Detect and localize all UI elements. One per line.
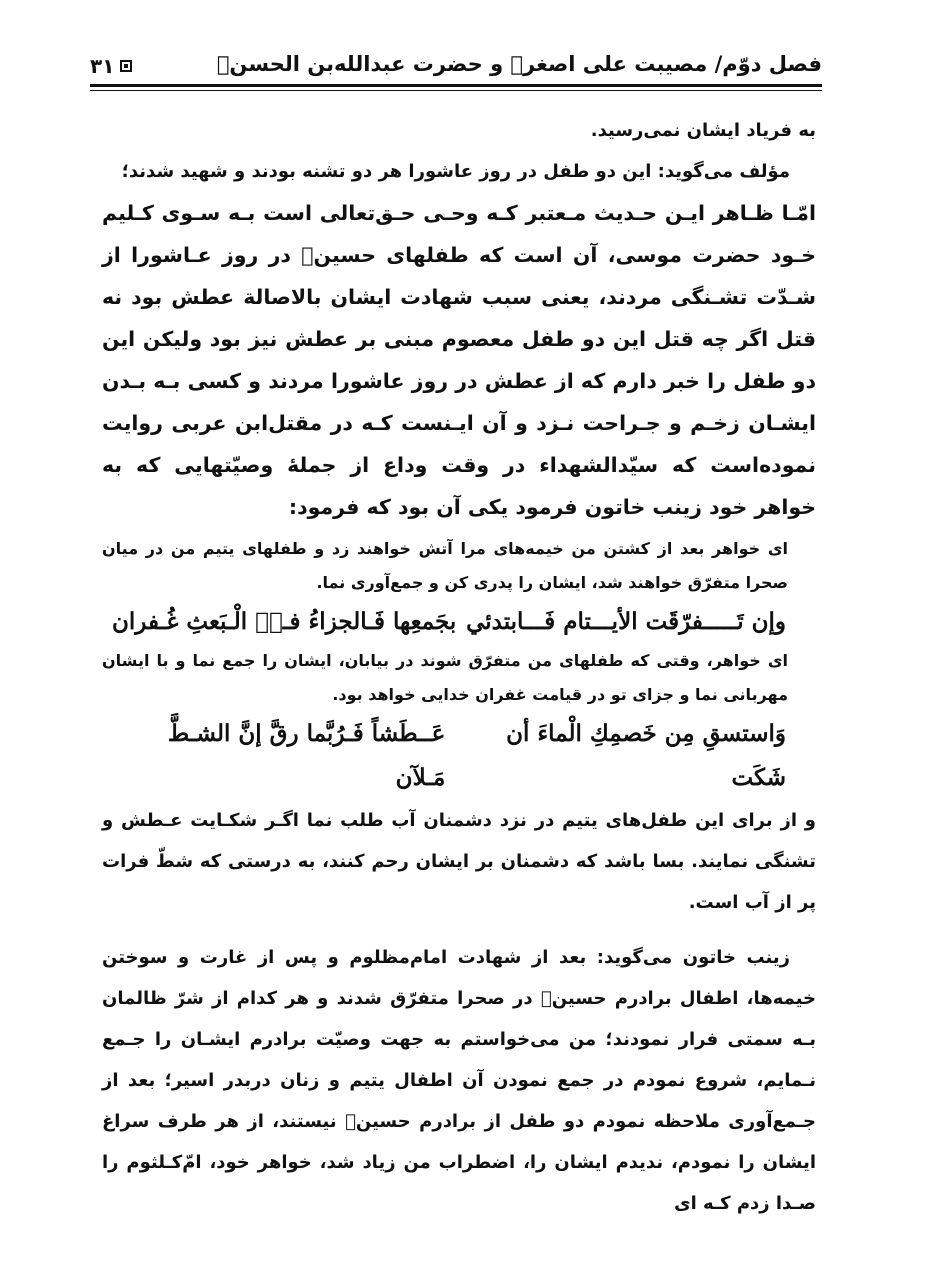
paragraph-zainab-narration: زینب خاتون می‌گوید: بعد از شهادت امام‌مظلوم و پس از غارت و سوختن خیمه‌ها، اطفال برادرم حسینؑ در صحرا متفرّق شدند و هر کدام از شرّ ظالمان بـه سمتی فرار نمودند؛ من می‌خواستم به جهت وصیّت برادرم ایشـان را جـمع نـمایم، شروع نمودم در جمع نمودن آن اطفال یتیم و زنان دربدر اسیر؛ بعد از جـمع‌آوری ملاحظه نمودم دو طفل از برادرم حسینؑ نیستند، از هر طرف سراغ ایشان را نمودم، ندیدم ایشان را، اضطراب من زیاد شد، خواهر خود، امّ‌کـلثوم را صـدا زدم کـه ای [102,947,816,1214]
paragraph-author-note: مؤلف می‌گوید: این دو طفل در روز عاشورا هر دو تشنه بودند و شهید شدند؛ [121,161,790,182]
quote-will-1: ای خواهر بعد از کشتن من خیمه‌های مرا آتش خواهند زد و طفلهای یتیم من در میان صحرا متفرّق خواهند شد، ایشان را پدری کن و جمع‌آوری نما. [102,539,788,592]
running-header [90,48,822,84]
header-rule-thin [90,90,822,91]
paragraph-continuation: به فریاد ایشان نمی‌رسید. [590,120,816,141]
arabic-verse-2 [102,712,816,800]
verse-2-hemistich-2: عَــطَشاً فَـرُبَّما رقَّ إنَّ الشـطَّ مَـلآن [167,720,446,791]
paragraph-verse-translation: و از برای این طفل‌های یتیم در نزد دشمنان آب طلب نما اگـر شکـایت عـطش و تشنگی نمایند. بسا باشد که دشمنان بر ایشان رحم کنند، به درستی که شطّ فرات پر از آب است. [102,810,816,913]
quote-will-2: ای خواهر، وقتی که طفلهای من متفرّق شوند در بیابان، ایشان را جمع نما و با ایشان مهربانی نما و جزای تو در قیامت غفران خدایی خواهد بود. [102,651,788,704]
page-number-box [90,54,132,78]
page-number: ۳۱ [90,54,115,78]
verse-1-hemistich-1: وإن تَـــــفرّقَت الأیـــتام فَـــابتدئي [466,608,786,635]
header-rule-thick [90,84,822,87]
arabic-verse-1 [102,600,816,644]
page-body [102,110,816,1224]
verse-1-hemistich-2: بجَمعِها فَـالجزاءُ فـیٖ الْـبَعثِ غُـفران [112,608,457,635]
square-ornament-icon [120,60,132,72]
chapter-title: فصل دوّم/ مصیبت علی اصغرؑ و حضرت عبدالله‌بن الحسنؑ [216,52,822,76]
verse-2-hemistich-1: وَاستسقِ مِن خَصمِكِ الْماءَ أن شَكَت [506,720,786,791]
paragraph-hadith-commentary: امّـا ظـاهر ایـن حـدیث مـعتبر کـه وحـی حـق‌تعالی است بـه سـوی کـلیم خـود حضرت موسی، آن است که طفلهای حسینؑ در روز عـاشورا از شـدّت تشـنگی مردند، یعنی سبب شهادت ایشان بالاصالة عطش بود نه قتل اگر چه قتل این دو طفل معصوم مبنی بر عطش نیز بود ولیکن این دو طفل را خبر دارم که از عطش در روز عاشورا مردند و کسی بـه بـدن ایشـان زخـم و جـراحت نـزد و آن ایـنست کـه در مقتل‌ابن عربی روایت نموده‌است که سیّدالشهداء در وقت وداع از جملهٔ وصیّتهایی که به خواهر خود زینب خاتون فرمود یکی آن بود که فرمود: [102,201,816,519]
